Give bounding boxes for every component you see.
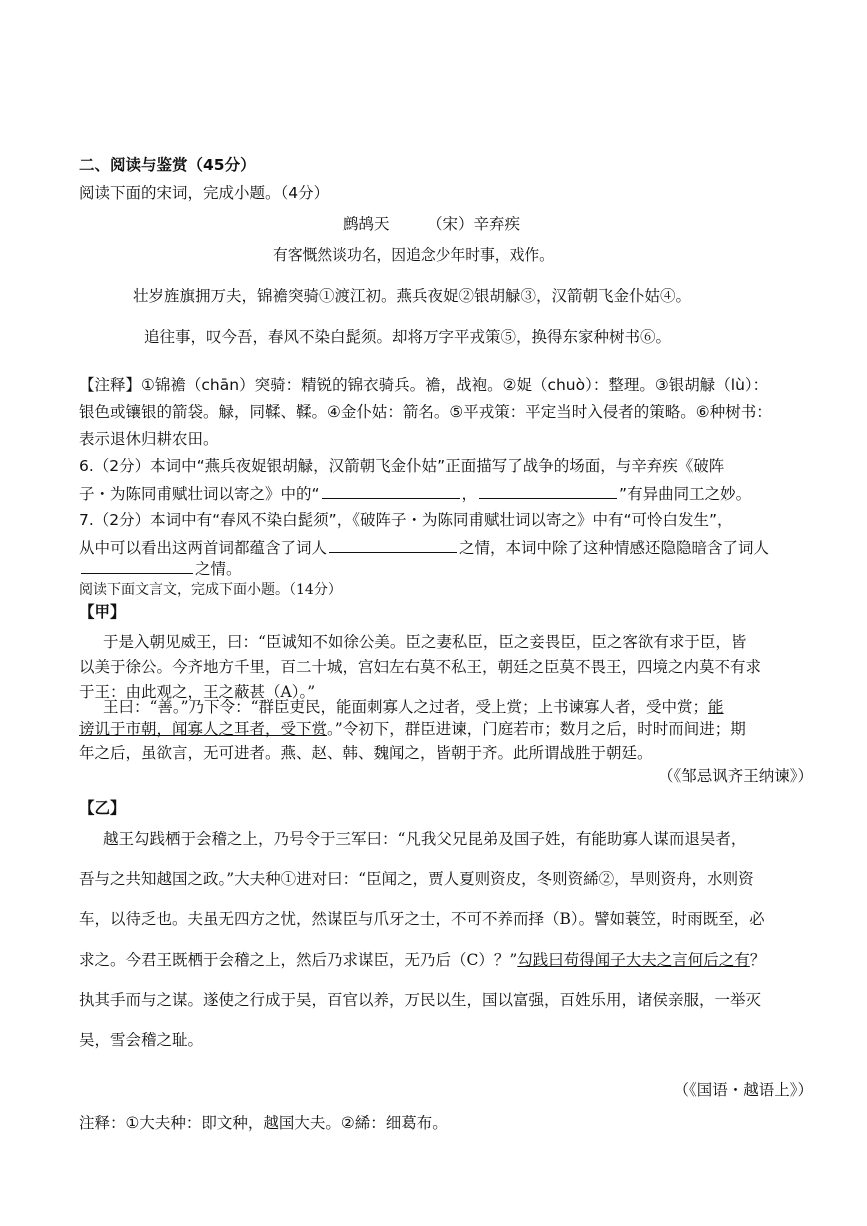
jia-line-2: 以美于徐公。今齐地方千里，百二十城，宫妇左右莫不私王，朝廷之臣莫不畏王，四境之内莫不有求 (79, 658, 762, 676)
jia-line-1: 于是入朝见威王，曰：“臣诚知不如徐公美。臣之妻私臣，臣之妾畏臣，臣之客欲有求于臣，皆 (103, 633, 747, 651)
question-6-text-b: ， (461, 485, 478, 503)
jia-line-6: 年之后，虽欲言，无可进者。燕、赵、韩、魏闻之，皆朝于齐。此所谓战胜于朝廷。 (79, 744, 653, 762)
jia-line-4 (103, 697, 724, 717)
poem-line-2: 追往事，叹今吾，春风不染白髭须。却将万字平戎策⑤，换得东家种树书⑥。 (144, 328, 672, 346)
question-6-line-2 (79, 483, 751, 504)
question-6-text-c: ”有异曲同工之妙。 (619, 485, 752, 503)
poem-line-1: 壮岁旌旗拥万夫，锦襜突骑①渡江初。燕兵夜娖②银胡觮③，汉箭朝飞金仆姑④。 (133, 287, 692, 305)
yi-line-6: 吴，雪会稽之耻。 (79, 1031, 204, 1049)
question-7-line-1: 7.（2分）本词中有“春风不染白髭须”，《破阵子・为陈同甫赋壮词以寄之》中有“可怜白发生”， (79, 511, 733, 529)
question-7-text-c: 之情。 (195, 560, 242, 578)
question-7-line-2 (79, 537, 769, 558)
jia-line-5 (79, 719, 746, 739)
notes-line-3: 表示退休归耕农田。 (79, 430, 219, 448)
jia-line-5-text: 。”令初下，群臣进谏，门庭若市；数月之后，时时而间进；期 (327, 720, 746, 738)
notes-line-2: 银色或镶银的箭袋。觮，同鞣、鞣。④金仆姑：箭名。⑤平戎策：平定当时入侵者的策略。⑥种树书： (79, 403, 772, 421)
question-7-text-a: 从中可以看出这两首词都蕴含了词人 (79, 539, 328, 557)
answer-blank-7a[interactable] (329, 537, 457, 553)
poem-preface: 有客慨然谈功名，因追念少年时事，戏作。 (273, 246, 554, 264)
yi-line-3: 车，以待乏也。夫虽无四方之忧，然谋臣与爪牙之士，不可不养而择（B）。譬如蓑笠，时雨既至，必 (79, 910, 765, 928)
jia-line-4-text: 王曰：“善。”乃下令：“群臣吏民，能面刺寡人之过者，受上赏；上书谏寡人者，受中赏； (103, 698, 709, 716)
prose-intro: 阅读下面文言文，完成下面小题。（14分） (79, 582, 342, 598)
question-7-line-3 (79, 558, 242, 579)
question-7-text-b: 之情，本词中除了这种情感还隐隐暗含了词人 (459, 539, 770, 557)
answer-blank-7b[interactable] (81, 558, 193, 574)
yi-line-4-text: 求之。今君王既栖于会稽之上，然后乃求谋臣，无乃后（C）？” (79, 951, 518, 969)
poem-intro: 阅读下面的宋词，完成小题。（4分） (79, 184, 330, 202)
yi-line-4-end: ？ (749, 951, 766, 969)
jia-underlined-start: 能 (708, 698, 724, 716)
question-6-text-a: 子・为陈同甫赋壮词以寄之》中的“ (79, 485, 320, 503)
yi-underlined-sentence: 勾践曰苟得闻子大夫之言何后之有 (517, 951, 750, 969)
passage-jia-label: 【甲】 (79, 603, 126, 621)
yi-line-1: 越王勾践栖于会稽之上，乃号令于三军曰：“凡我父兄昆弟及国子姓，有能助寡人谋而退吴者， (103, 830, 747, 848)
poem-author: （宋）辛弃疾 (427, 215, 521, 233)
answer-blank-6a[interactable] (322, 483, 460, 499)
passage-yi-label: 【乙】 (79, 799, 126, 817)
yi-line-2: 吾与之共知越国之政。”大夫种①进对曰：“臣闻之，贾人夏则资皮，冬则资絺②，旱则资舟，水则资 (79, 870, 754, 888)
question-6-line-1: 6.（2分）本词中“燕兵夜娖银胡觮，汉箭朝飞金仆姑”正面描写了战争的场面，与辛弃疾《破阵 (79, 457, 725, 475)
jia-underlined-sentence: 谤讥于市朝，闻寡人之耳者，受下赏 (79, 720, 328, 738)
yi-notes: 注释：①大夫种：即文种，越国大夫。②絺：细葛布。 (79, 1114, 448, 1132)
jia-source: （《邹忌讽齐王纳谏》） (657, 767, 813, 785)
notes-line-1: 【注释】①锦襜（chān）突骑：精锐的锦衣骑兵。襜，战袍。②娖（chuò）：整理。③银胡觮（lù）： (79, 376, 769, 394)
yi-source: （《国语・越语上》） (673, 1081, 813, 1099)
jia-line-3: 于王：由此观之，王之蔽甚（A）。” (79, 683, 316, 701)
yi-line-4 (79, 950, 765, 970)
yi-line-5: 执其手而与之谋。遂使之行成于吴，百官以养，万民以生，国以富强，百姓乐用，诸侯亲服，一举灭 (79, 991, 762, 1009)
poem-title: 鹧鸪天 (343, 215, 390, 233)
answer-blank-6b[interactable] (479, 483, 617, 499)
section-title: 二、阅读与鉴赏（45分） (79, 156, 256, 174)
